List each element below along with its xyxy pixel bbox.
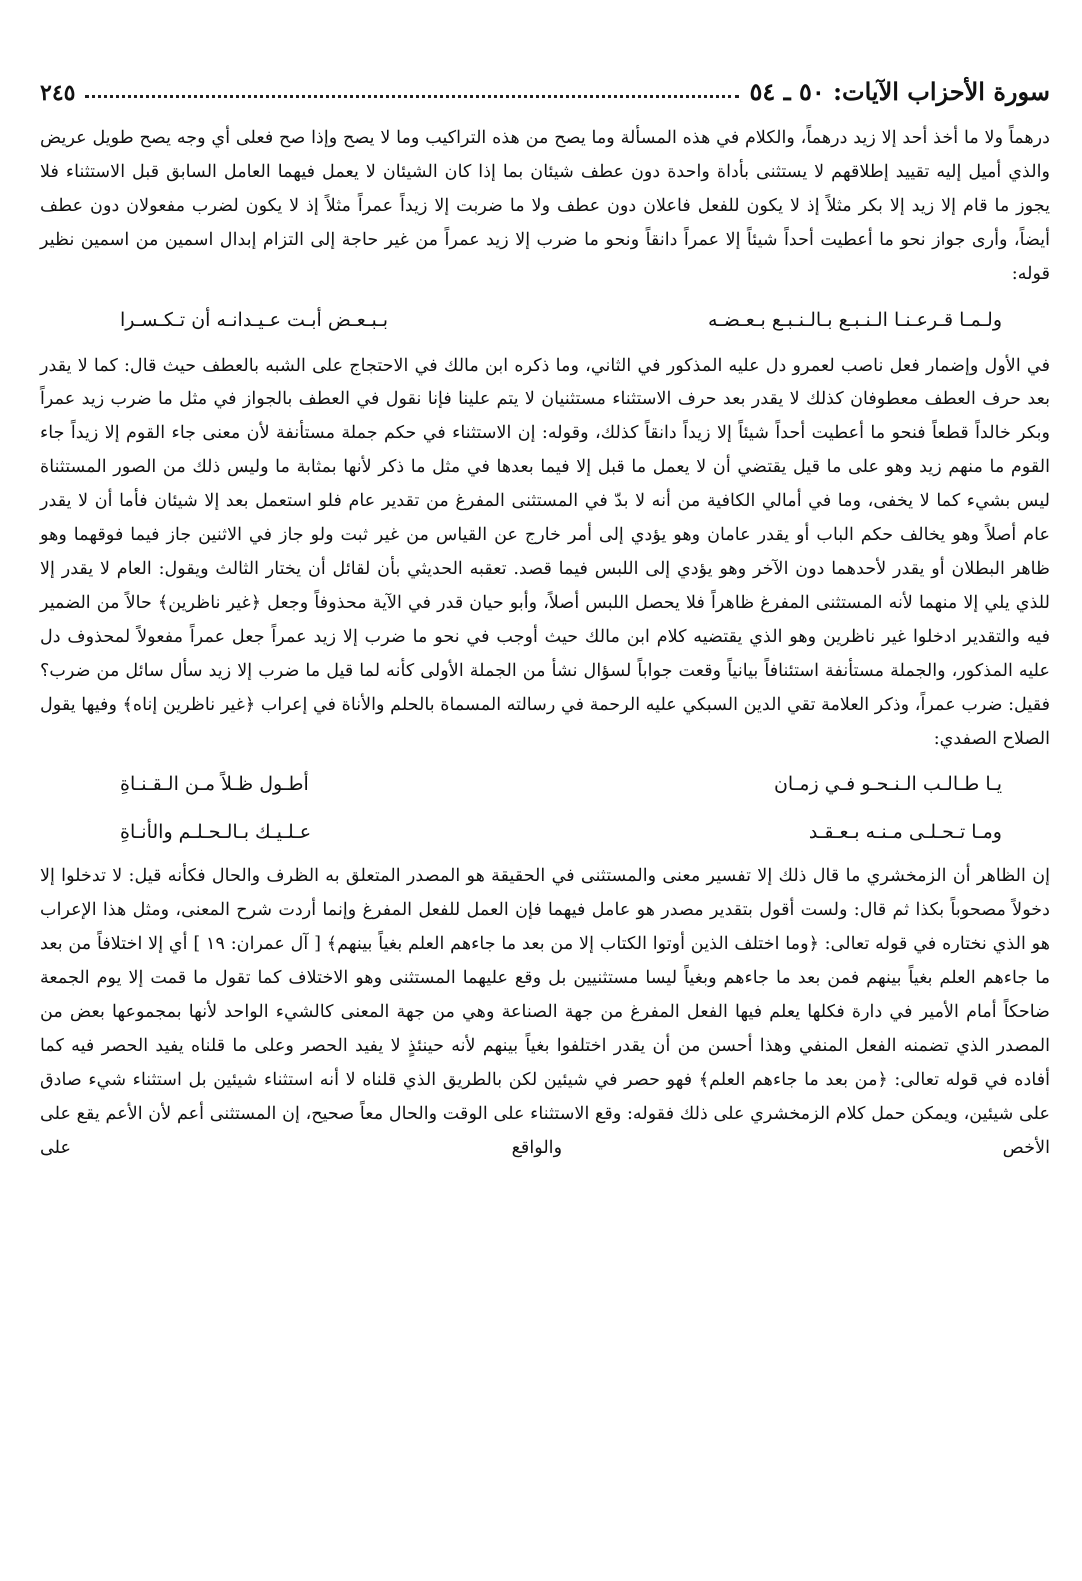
header-dotted-leader: [85, 94, 739, 98]
paragraph-2: في الأول وإضمار فعل ناصب لعمرو دل عليه المذكور في الثاني، وما ذكره ابن مالك في الاحتجاج على الشبه بالعطف حيث قال: كما لا يقدر بعد حرف العطف معطوفان كذلك لا يقدر بعد حرف الاستثناء مستثنيان لا يتم علينا فإنا نقول في العطف بالجواز في مثل ما ضرب زيد عمراً وبكر خالداً قطعاً فنحو ما أعطيت أحداً شيئاً إلا زيداً دانقاً كذلك، وقوله: إن الاستثناء في حكم جملة مستأنفة لأن معنى جاء القوم إلا زيداً جاء القوم ما منهم زيد وهو على ما قيل يقتضي أن لا يعمل ما قبل إلا فيما بعدها في مثل ما ذكر لأنها بمثابة ما وليس ذلك من الصور المستثناة ليس بشيء كما لا يخفى، وما في أمالي الكافية من أنه لا بدّ في المستثنى المفرغ من تقدير عام فلو استعمل بعد إلا شيئان فأما أن لا يقدر عام أصلاً وهو يخالف حكم الباب أو يقدر عامان وهو يؤدي إلى أمر خارج عن القياس من غير ثبت ولو جاز في الاثنين جاز فيما فوقهما وهو ظاهر البطلان أو يقدر لأحدهما دون الآخر وهو يؤدي إلى اللبس فيما قصد. تعقبه الحديثي بأن لقائل أن يختار الثالث ويقول: العام لا يقدر إلا للذي يلي إلا منهما لأنه المستثنى المفرغ ظاهراً فلا يحصل اللبس أصلاً، وأبو حيان قدر في الآية محذوفاً وجعل ﴿غير ناظرين﴾ حالاً من الضمير فيه والتقدير ادخلوا غير ناظرين وهو الذي يقتضيه كلام ابن مالك حيث أوجب في نحو ما ضرب إلا زيد عمراً جعل عمراً مفعولاً لمحذوف دل عليه المذكور، والجملة مستأنفة استئنافاً بيانياً وقعت جواباً لسؤال نشأ من الجملة الأولى كأنه لما قيل ما ضرب إلا زيد سأل سائل من ضرب؟ فقيل: ضرب عمراً، وذكر العلامة تقي الدين السبكي عليه الرحمة في رسالته المسماة بالحلم والأناة في إعراب ﴿غير ناظرين إناه﴾ وفيها يقول الصلاح الصفدي:: [40, 355, 1050, 749]
verse-first-hemistich: يـا طـالـب الـنـحـو فـي زمـان: [773, 773, 1002, 796]
verse-second-hemistich: بـبـعـض أبـت عـيـدانـه أن تـكـسـرا: [120, 308, 389, 331]
page-number: ٢٤٥: [40, 80, 76, 106]
paragraph-3: إن الظاهر أن الزمخشري ما قال ذلك إلا تفسير معنى والمستثنى في الحقيقة هو المصدر المتعلق به الظرف والحال فكأنه قيل: لا تدخلوا إلا دخولاً مصحوباً بكذا ثم قال: ولست أقول بتقدير مصدر هو عامل فيهما فإن العمل للفعل المفرغ وإنما أردت شرح المعنى، ومثل هذا الإعراب هو الذي نختاره في قوله تعالى: ﴿وما اختلف الذين أوتوا الكتاب إلا من بعد ما جاءهم العلم بغياً بينهم﴾ [ آل عمران: ١٩ ] أي إلا اختلافاً من بعد ما جاءهم العلم بغياً بينهم فمن بعد ما جاءهم وبغياً ليسا مستثنيين بل وقع عليهما المستثنى وهو الاختلاف كما تقول ما قمت إلا يوم الجمعة ضاحكاً أمام الأمير في دارة فكلها يعلم فيها الفعل المفرغ من جهة الصناعة وهي من جهة المعنى كالشيء الواحد لأنها بمجموعها بعض من المصدر الذي تضمنه الفعل المنفي وهذا أحسن من أن يقدر اختلفوا بغياً بينهم لأنه حينئذٍ لا يفيد الحصر وعلى ما قلناه يفيد الحصر فيه كما أفاده في قوله تعالى: ﴿من بعد ما جاءهم العلم﴾ فهو حصر في شيئين لكن بالطريق الذي قلناه لا أنه استثناء شيئين بل استثناء شيء صادق على شيئين، ويمكن حمل كلام الزمخشري على ذلك فقوله: وقع الاستثناء على الوقت والحال معاً صحيح، إن المستثنى أعم لأن الأعم يقع على الأخص والواقع على: [40, 866, 1050, 1158]
paragraph-1: درهماً ولا ما أخذ أحد إلا زيد درهماً، والكلام في هذه المسألة وما يصح من هذه التراكيب وما لا يصح وإذا صح فعلى أي وجه يصح طويل عريض والذي أميل إليه تقييد إطلاقهم لا يستثنى بأداة واحدة دون عطف شيئان بما إذا كان الشيئان لا يعمل فيهما العامل السابق قبل الاستثناء فلا يجوز ما قام إلا زيد إلا بكر مثلاً إذ لا يكون للفعل فاعلان دون عطف ولا ما ضربت إلا زيداً عمراً مثلاً إذ لا يكون لضرب مفعولان دون عطف أيضاً، وأرى جواز نحو ما أعطيت أحداً شيئاً إلا عمراً دانقاً ونحو ما ضرب إلا زيد عمراً من غير حاجة إلى التزام إبدال اسمين من اسمين نظير قوله:: [40, 128, 1050, 284]
page-body: [40, 122, 1050, 1166]
poetry-verse-2a: [40, 760, 1050, 808]
verse-first-hemistich: ومـا تـحـلـى مـنـه بـعـقـد: [808, 821, 1002, 844]
verse-second-hemistich: عـلـيـك بـالـحـلـم والأنـاةِ: [120, 821, 312, 844]
verse-first-hemistich: ولـمـا قـرعـنـا الـنـبـع بـالـنـبـع بـعـضـه: [707, 308, 1002, 331]
verse-second-hemistich: أطـول ظـلاً مـن الـقـنـاةِ: [120, 773, 309, 796]
surah-title: سورة الأحزاب الآيات: ٥٠ ـ ٥٤: [749, 77, 1050, 106]
page-header: [40, 62, 1050, 106]
poetry-verse-2b: [40, 808, 1050, 856]
poetry-verse-1: [40, 296, 1050, 344]
